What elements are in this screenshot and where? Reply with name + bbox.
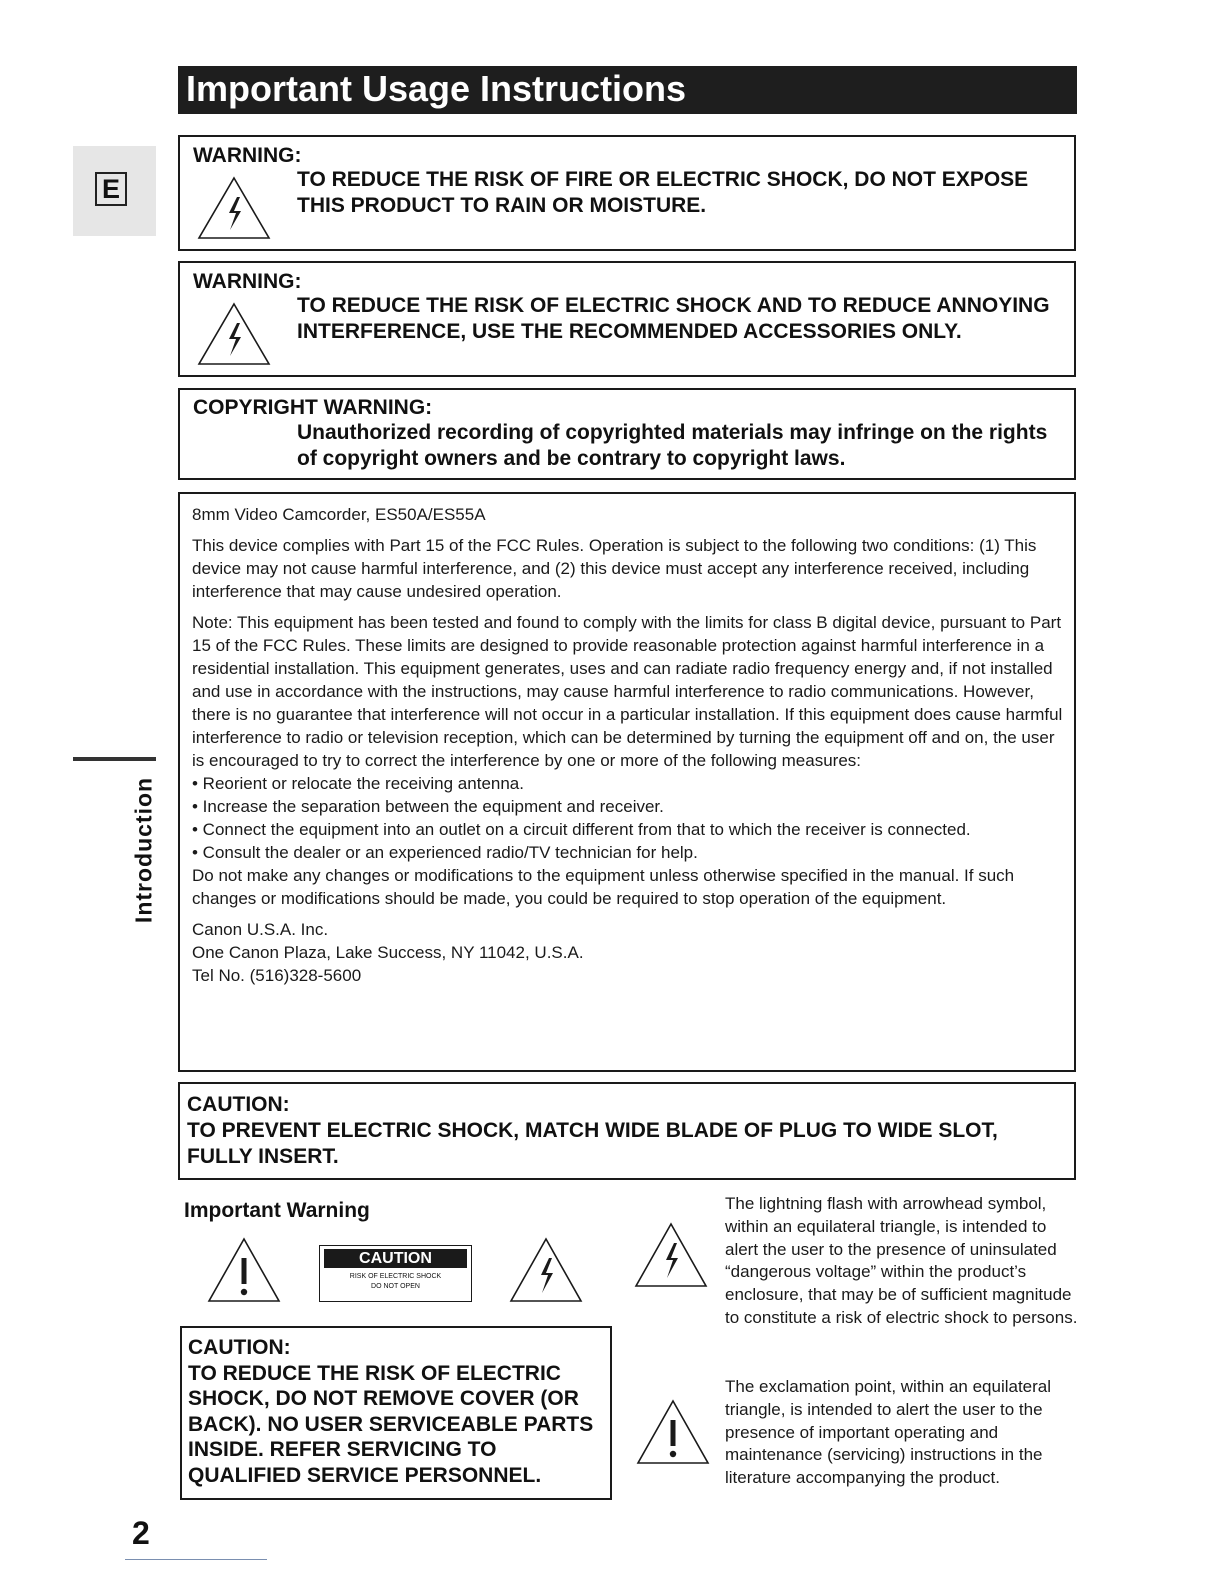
caution-sticker-line2: DO NOT OPEN <box>371 1283 420 1290</box>
fcc-compliance: This device complies with Part 15 of the FCC Rules. Operation is subject to the following two conditions: (1) This device may not cause harmful interference, and (2) this device must accept any interference received, including interference that may cause undesired operation. <box>192 536 1037 601</box>
exclamation-symbol-explanation: The exclamation point, within an equilateral triangle, is intended to alert the user to the presence of important operating and maintenance (servicing) instructions in the literature accompanying the product. <box>725 1377 1052 1488</box>
section-rule <box>73 757 156 761</box>
caution-plug <box>187 1092 1067 1170</box>
fcc-bullet: • Increase the separation between the equipment and receiver. <box>192 797 664 816</box>
caution-text: TO PREVENT ELECTRIC SHOCK, MATCH WIDE BLADE OF PLUG TO WIDE SLOT, FULLY INSERT. <box>187 1119 998 1168</box>
warning-text: TO REDUCE THE RISK OF FIRE OR ELECTRIC SHOCK, DO NOT EXPOSE THIS PRODUCT TO RAIN OR MOISTURE. <box>297 168 1029 217</box>
fcc-bullet: • Reorient or relocate the receiving antenna. <box>192 774 524 793</box>
caution-sticker-title: CAUTION <box>324 1249 467 1268</box>
lightning-triangle-icon <box>196 175 272 241</box>
warning-label: WARNING: <box>193 144 302 167</box>
fcc-note: Note: This equipment has been tested and found to comply with the limits for class B digital device, pursuant to Part 15 of the FCC Rules. These limits are designed to provide reasonable protection against harmful interference in a residential installation. This equipment generates, uses and can radiate radio frequency energy and, if not installed and use in accordance with the instructions, may cause harmful interference to radio communications. However, there is no guarantee that interference will not occur in a particular installation. If this equipment does cause harmful interference to radio or television reception, which can be determined by turning the equipment off and on, the user is encouraged to try to correct the interference by one or more of the following measures: <box>192 613 1063 770</box>
fcc-changes: Do not make any changes or modifications to the equipment unless otherwise specified in the manual. If such changes or modifications should be made, you could be required to stop operation of the equipment. <box>192 866 1015 908</box>
important-warning-heading: Important Warning <box>184 1199 370 1222</box>
warning-text: TO REDUCE THE RISK OF ELECTRIC SHOCK AND TO REDUCE ANNOYING INTERFERENCE, USE THE RECOMMENDED ACCESSORIES ONLY. <box>297 294 1050 343</box>
page-title: Important Usage Instructions <box>178 66 1077 114</box>
warning-label: WARNING: <box>193 270 302 293</box>
caution-text: TO REDUCE THE RISK OF ELECTRIC SHOCK, DO NOT REMOVE COVER (OR BACK). NO USER SERVICEABLE PARTS INSIDE. REFER SERVICING TO QUALIFIED SERVICE PERSONNEL. <box>188 1361 594 1487</box>
exclamation-triangle-icon <box>206 1236 282 1304</box>
lightning-triangle-icon <box>633 1221 709 1289</box>
caution-label: CAUTION: <box>187 1093 290 1116</box>
bottom-rule <box>125 1559 267 1560</box>
fcc-tel: Tel No. (516)328-5600 <box>192 966 362 985</box>
lightning-symbol-explanation: The lightning flash with arrowhead symbol, within an equilateral triangle, is intended to alert the user to the presence of uninsulated “dangerous voltage” within the product’s enclosure, that may be of sufficient magnitude to constitute a risk of electric shock to persons. <box>725 1194 1078 1327</box>
lightning-triangle-icon <box>196 301 272 367</box>
section-label: Introduction <box>130 776 157 924</box>
caution-sticker <box>319 1245 472 1302</box>
copyright-label: COPYRIGHT WARNING: <box>193 396 433 419</box>
caution-cover <box>188 1335 608 1488</box>
page-number: 2 <box>132 1515 150 1551</box>
copyright-text: Unauthorized recording of copyrighted materials may infringe on the rights of copyright owners and be contrary to copyright laws. <box>297 421 1048 470</box>
fcc-company: Canon U.S.A. Inc. <box>192 920 329 939</box>
fcc-bullet: • Connect the equipment into an outlet on a circuit different from that to which the receiver is connected. <box>192 820 971 839</box>
fcc-address: One Canon Plaza, Lake Success, NY 11042, U.S.A. <box>192 943 584 962</box>
caution-label: CAUTION: <box>188 1336 291 1359</box>
caution-sticker-line1: RISK OF ELECTRIC SHOCK <box>349 1273 442 1280</box>
exclamation-triangle-icon <box>635 1398 711 1466</box>
fcc-bullet: • Consult the dealer or an experienced radio/TV technician for help. <box>192 843 698 862</box>
lightning-triangle-icon <box>508 1236 584 1304</box>
fcc-statement <box>192 503 1067 987</box>
language-tab-letter: E <box>95 172 127 206</box>
fcc-model: 8mm Video Camcorder, ES50A/ES55A <box>192 505 486 524</box>
